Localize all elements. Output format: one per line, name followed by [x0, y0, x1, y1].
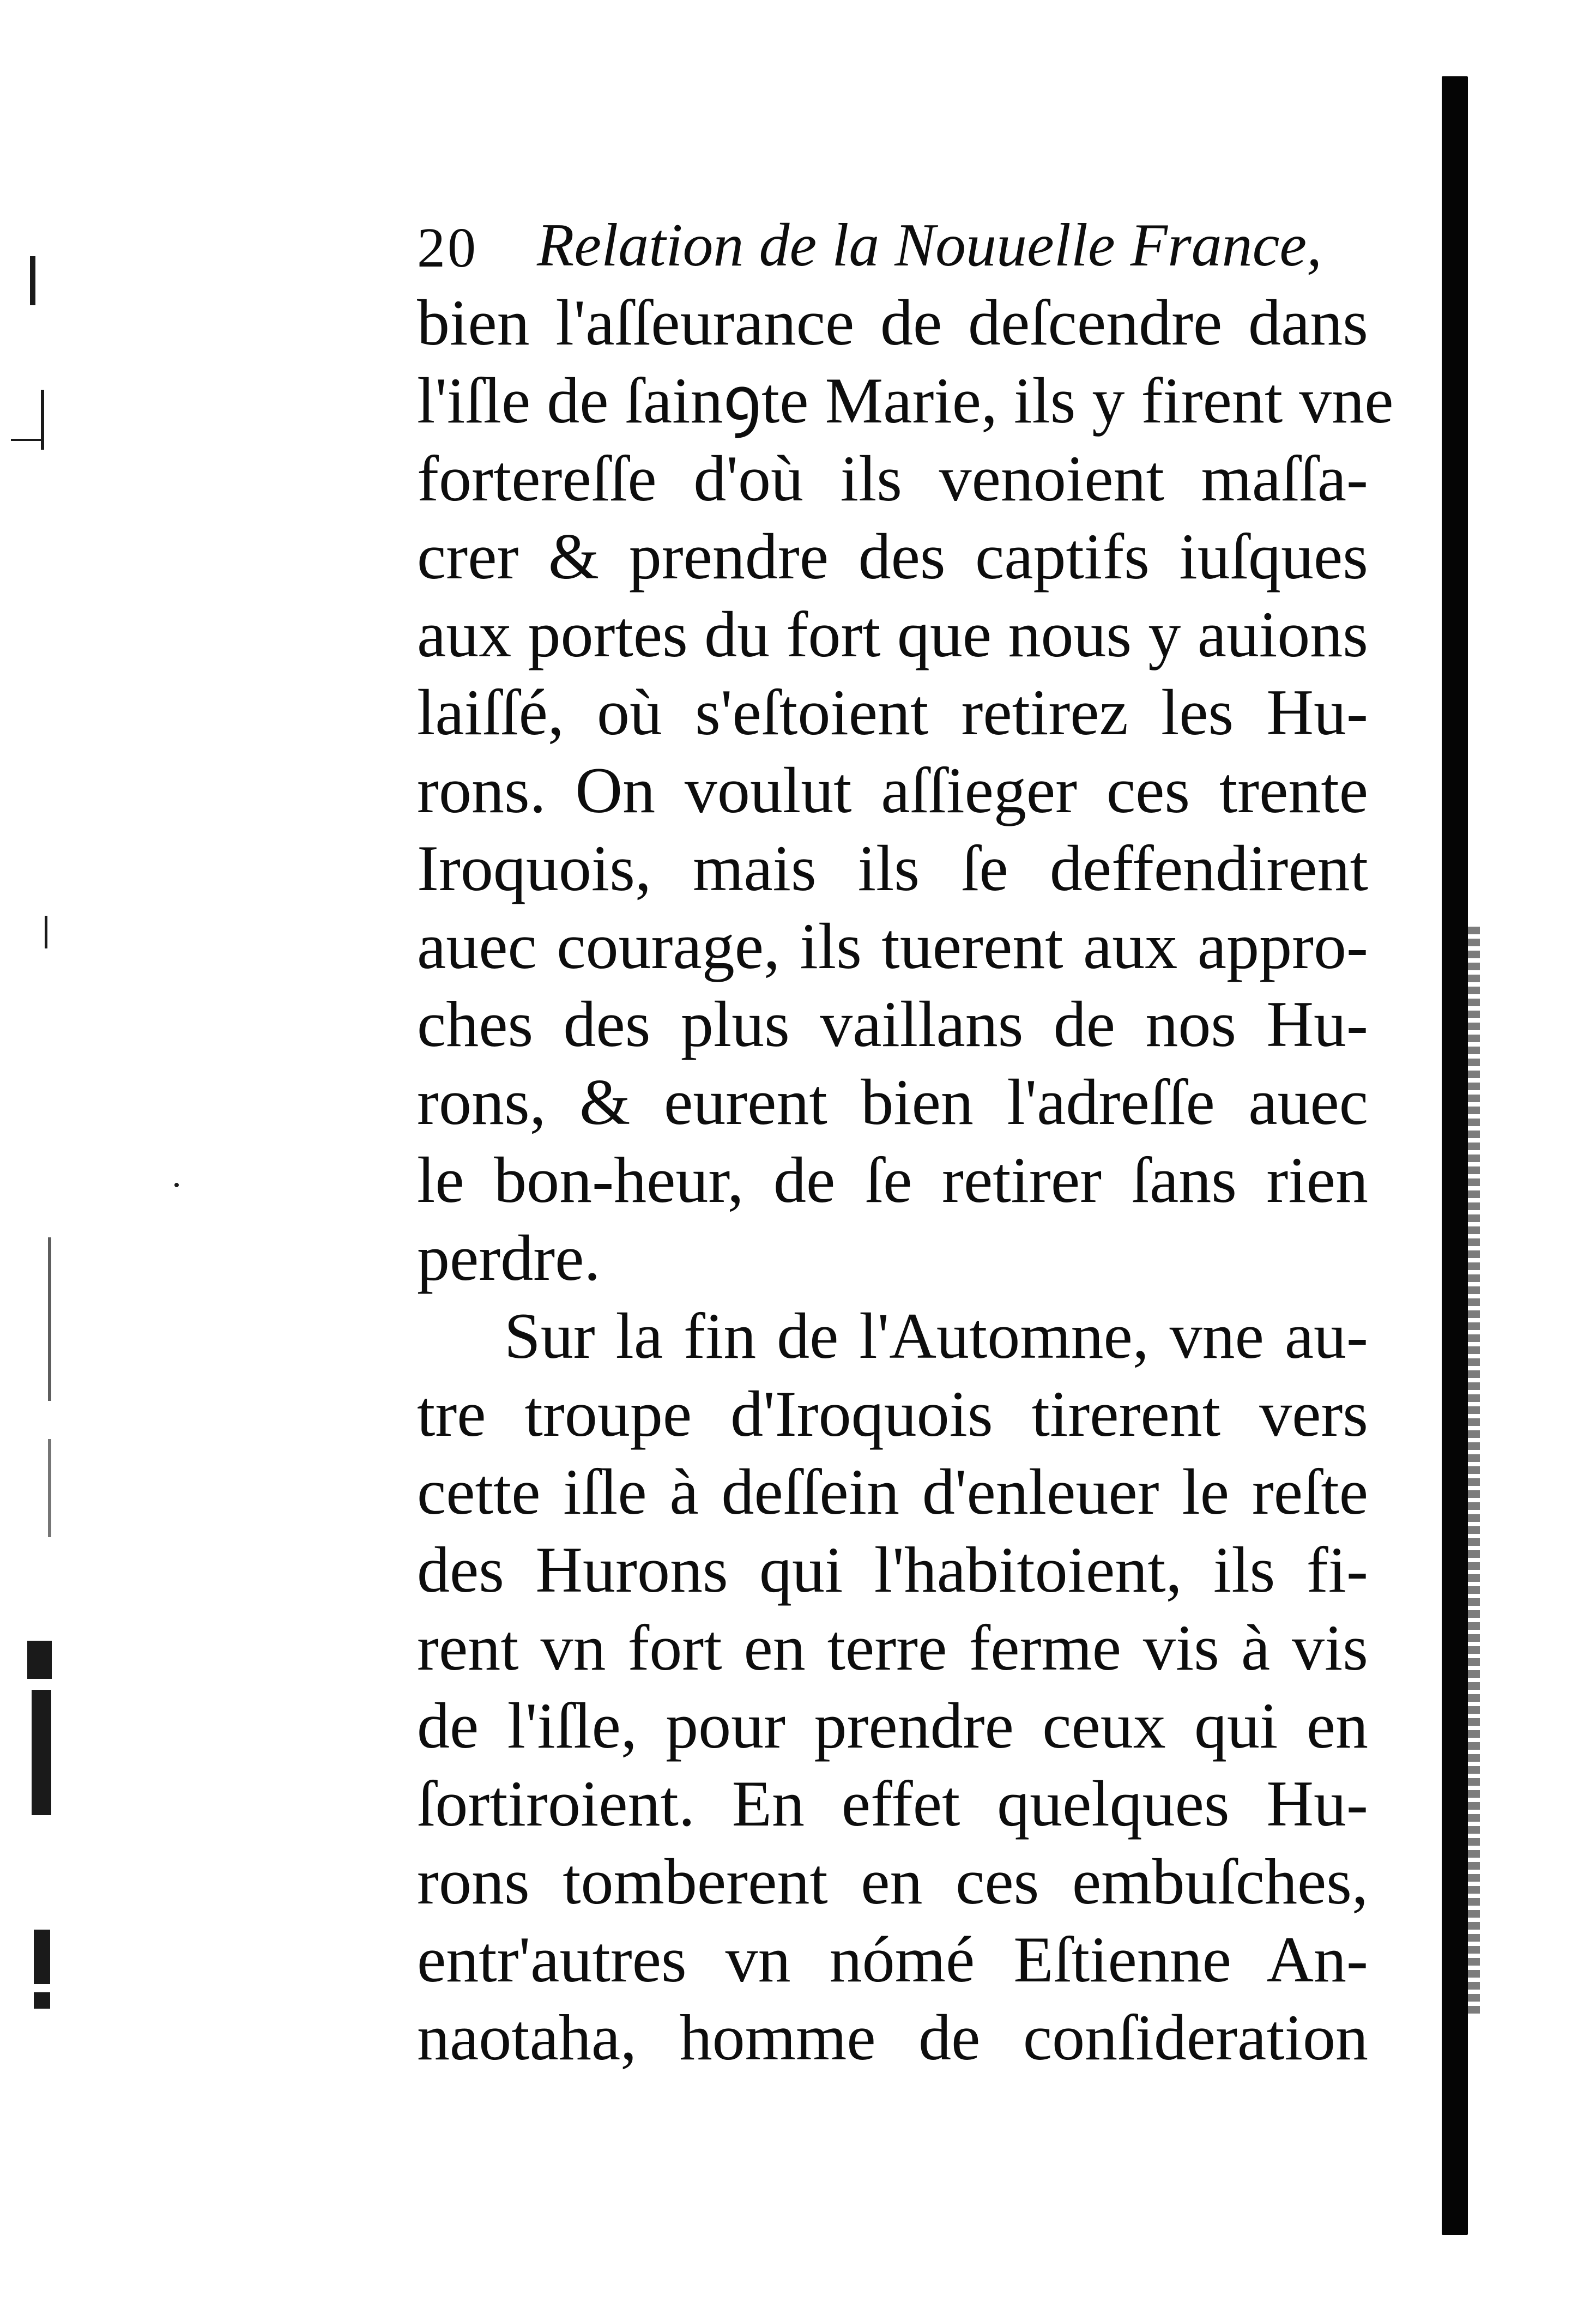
page-header — [417, 199, 1398, 286]
text-line: ches des plus vaillans de nos Hu- — [417, 988, 1368, 1060]
gutter-speck — [34, 1930, 50, 1984]
gutter-speck — [30, 256, 35, 305]
gutter-speck — [48, 1439, 51, 1537]
gutter-speck — [45, 916, 47, 948]
page-number: 20 — [417, 216, 478, 279]
gutter-speck — [174, 1183, 179, 1187]
text-line: l'iſle de ſainꝯte Marie, ils y firent vne — [417, 364, 1394, 437]
body-text — [417, 283, 1394, 2076]
text-line: rons, & eurent bien l'adreſſe auec — [417, 1066, 1368, 1138]
text-line: le bon-heur, de ſe retirer ſans rien — [417, 1144, 1368, 1216]
text-line: fortereſſe d'où ils venoient maſſa- — [417, 442, 1368, 515]
text-line: ſortiroient. En effet quelques Hu- — [417, 1767, 1368, 1840]
text-line: aux portes du fort que nous y auions — [417, 598, 1368, 670]
gutter-speck — [34, 1992, 50, 2009]
gutter-speck — [11, 439, 44, 441]
text-line: naotaha, homme de conſideration — [417, 2001, 1368, 2074]
gutter-speck — [32, 1690, 51, 1815]
text-line: bien l'aſſeurance de deſcendre dans — [417, 286, 1368, 359]
text-line: des Hurons qui l'habitoient, ils fi- — [417, 1533, 1368, 1606]
text-line: rons tomberent en ces embuſches, — [417, 1845, 1368, 1918]
text-line: entr'autres vn nómé Eſtienne An- — [417, 1923, 1368, 1996]
text-line: de l'iſle, pour prendre ceux qui en — [417, 1689, 1368, 1762]
text-line: laiſſé, où s'eſtoient retirez les Hu- — [417, 676, 1368, 748]
text-line: Sur la fin de l'Automne, vne au- — [504, 1299, 1368, 1372]
binding-edge-texture — [1468, 927, 1480, 2017]
text-line: perdre. — [417, 1222, 601, 1294]
gutter-speck — [27, 1641, 52, 1679]
text-line: auec courage, ils tuerent aux appro- — [417, 910, 1368, 982]
text-line: rent vn fort en terre ferme vis à vis — [417, 1611, 1368, 1684]
text-line: cette iſle à deſſein d'enleuer le reſte — [417, 1455, 1368, 1528]
text-line: crer & prendre des captifs iuſques — [417, 520, 1368, 593]
gutter-speck — [48, 1237, 51, 1401]
text-line: Iroquois, mais ils ſe deffendirent — [417, 832, 1368, 904]
gutter-speck — [41, 390, 44, 450]
text-line: tre troupe d'Iroquois tirerent vers — [417, 1377, 1368, 1450]
running-title: Relation de la Nouuelle France, — [537, 211, 1322, 279]
binding-edge-shadow — [1442, 76, 1468, 2235]
text-line: rons. On voulut aſſieger ces trente — [417, 754, 1368, 826]
